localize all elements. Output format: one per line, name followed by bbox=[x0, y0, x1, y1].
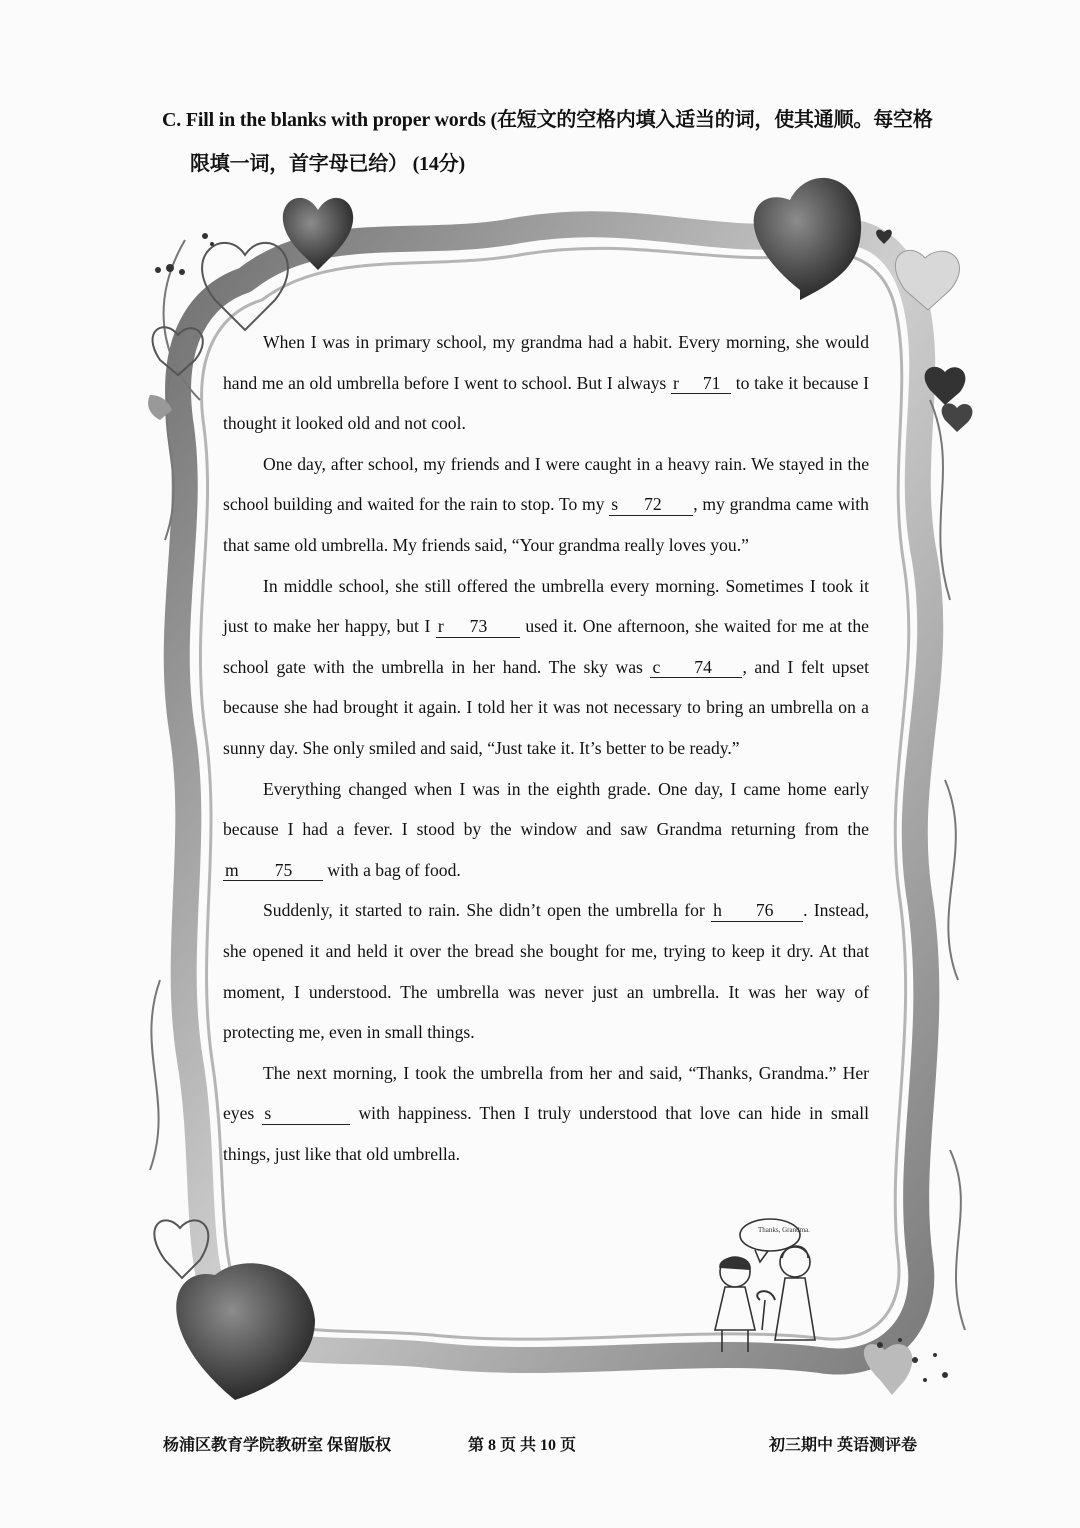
blank-73[interactable]: r 73 bbox=[436, 617, 520, 637]
speech-bubble-text: Thanks, Grandma. bbox=[758, 1226, 810, 1234]
blank-74[interactable]: c 74 bbox=[650, 658, 742, 678]
section-heading-line1: C. Fill in the blanks with proper words (在短文的空格内填入适当的词，使其通顺。每空格 bbox=[162, 109, 933, 131]
blank-71[interactable]: r 71 bbox=[671, 374, 731, 394]
girl-grandma-illustration bbox=[715, 1219, 815, 1352]
heart-bottom-left-icon bbox=[154, 1220, 315, 1400]
blank-76[interactable]: h 76 bbox=[711, 901, 803, 921]
footer-page-number: 第 8 页 共 10 页 bbox=[468, 1437, 577, 1454]
passage-paragraph-4: Everything changed when I was in the eighth grade. One day, I came home early because I had a fever. I stood by the window and saw Grandma returning from the m 75 with a bag of food. bbox=[223, 778, 869, 880]
blank-77[interactable]: s bbox=[262, 1104, 350, 1124]
page-footer bbox=[0, 1432, 1080, 1462]
passage-paragraph-2: One day, after school, my friends and I were caught in a heavy rain. We stayed in the school building and waited for the rain to stop. To my s 72 , my grandma came with that same old umbrella. My friends said, “Your grandma really loves you.” bbox=[223, 453, 869, 555]
passage-paragraph-1: When I was in primary school, my grandma had a habit. Every morning, she would hand me an old umbrella before I went to school. But I always r 71 to take it because I thought it looked old and not cool. bbox=[223, 332, 869, 434]
footer-copyright: 杨浦区教育学院教研室 保留版权 bbox=[163, 1437, 392, 1454]
footer-exam-name: 初三期中 英语测评卷 bbox=[769, 1437, 918, 1454]
passage-paragraph-5: Suddenly, it started to rain. She didn’t open the umbrella for h 76 . Instead, she opened it and held it over the bread she bought for me, trying to keep it dry. At that moment, I understood. The umbrella was never just an umbrella. It was her way of protecting me, even in small things. bbox=[223, 900, 869, 1043]
blank-75[interactable]: m 75 bbox=[223, 861, 323, 881]
passage-paragraph-6: The next morning, I took the umbrella from her and said, “Thanks, Grandma.” Her eyes s with happiness. Then I truly understood that love can hide in small things, just like that old umbrella. bbox=[223, 1062, 869, 1164]
section-heading-line2: 限填一词，首字母已给） (14分) bbox=[190, 153, 465, 175]
heart-bottom-right-icon bbox=[864, 1338, 948, 1395]
reading-passage bbox=[223, 322, 869, 1174]
heart-top-right-icon bbox=[754, 178, 960, 310]
blank-72[interactable]: s 72 bbox=[609, 495, 693, 515]
passage-paragraph-3: In middle school, she still offered the umbrella every morning. Sometimes I took it just to make her happy, but I r 73 used it. One afternoon, she waited for me at the school gate with the umbrella in her hand. The sky was c 74 , and I felt upset because she had brought it again. I told her it was not necessary to bring an umbrella on a sunny day. She only smiled and said, “Just take it. It’s better to be ready.” bbox=[223, 575, 869, 758]
